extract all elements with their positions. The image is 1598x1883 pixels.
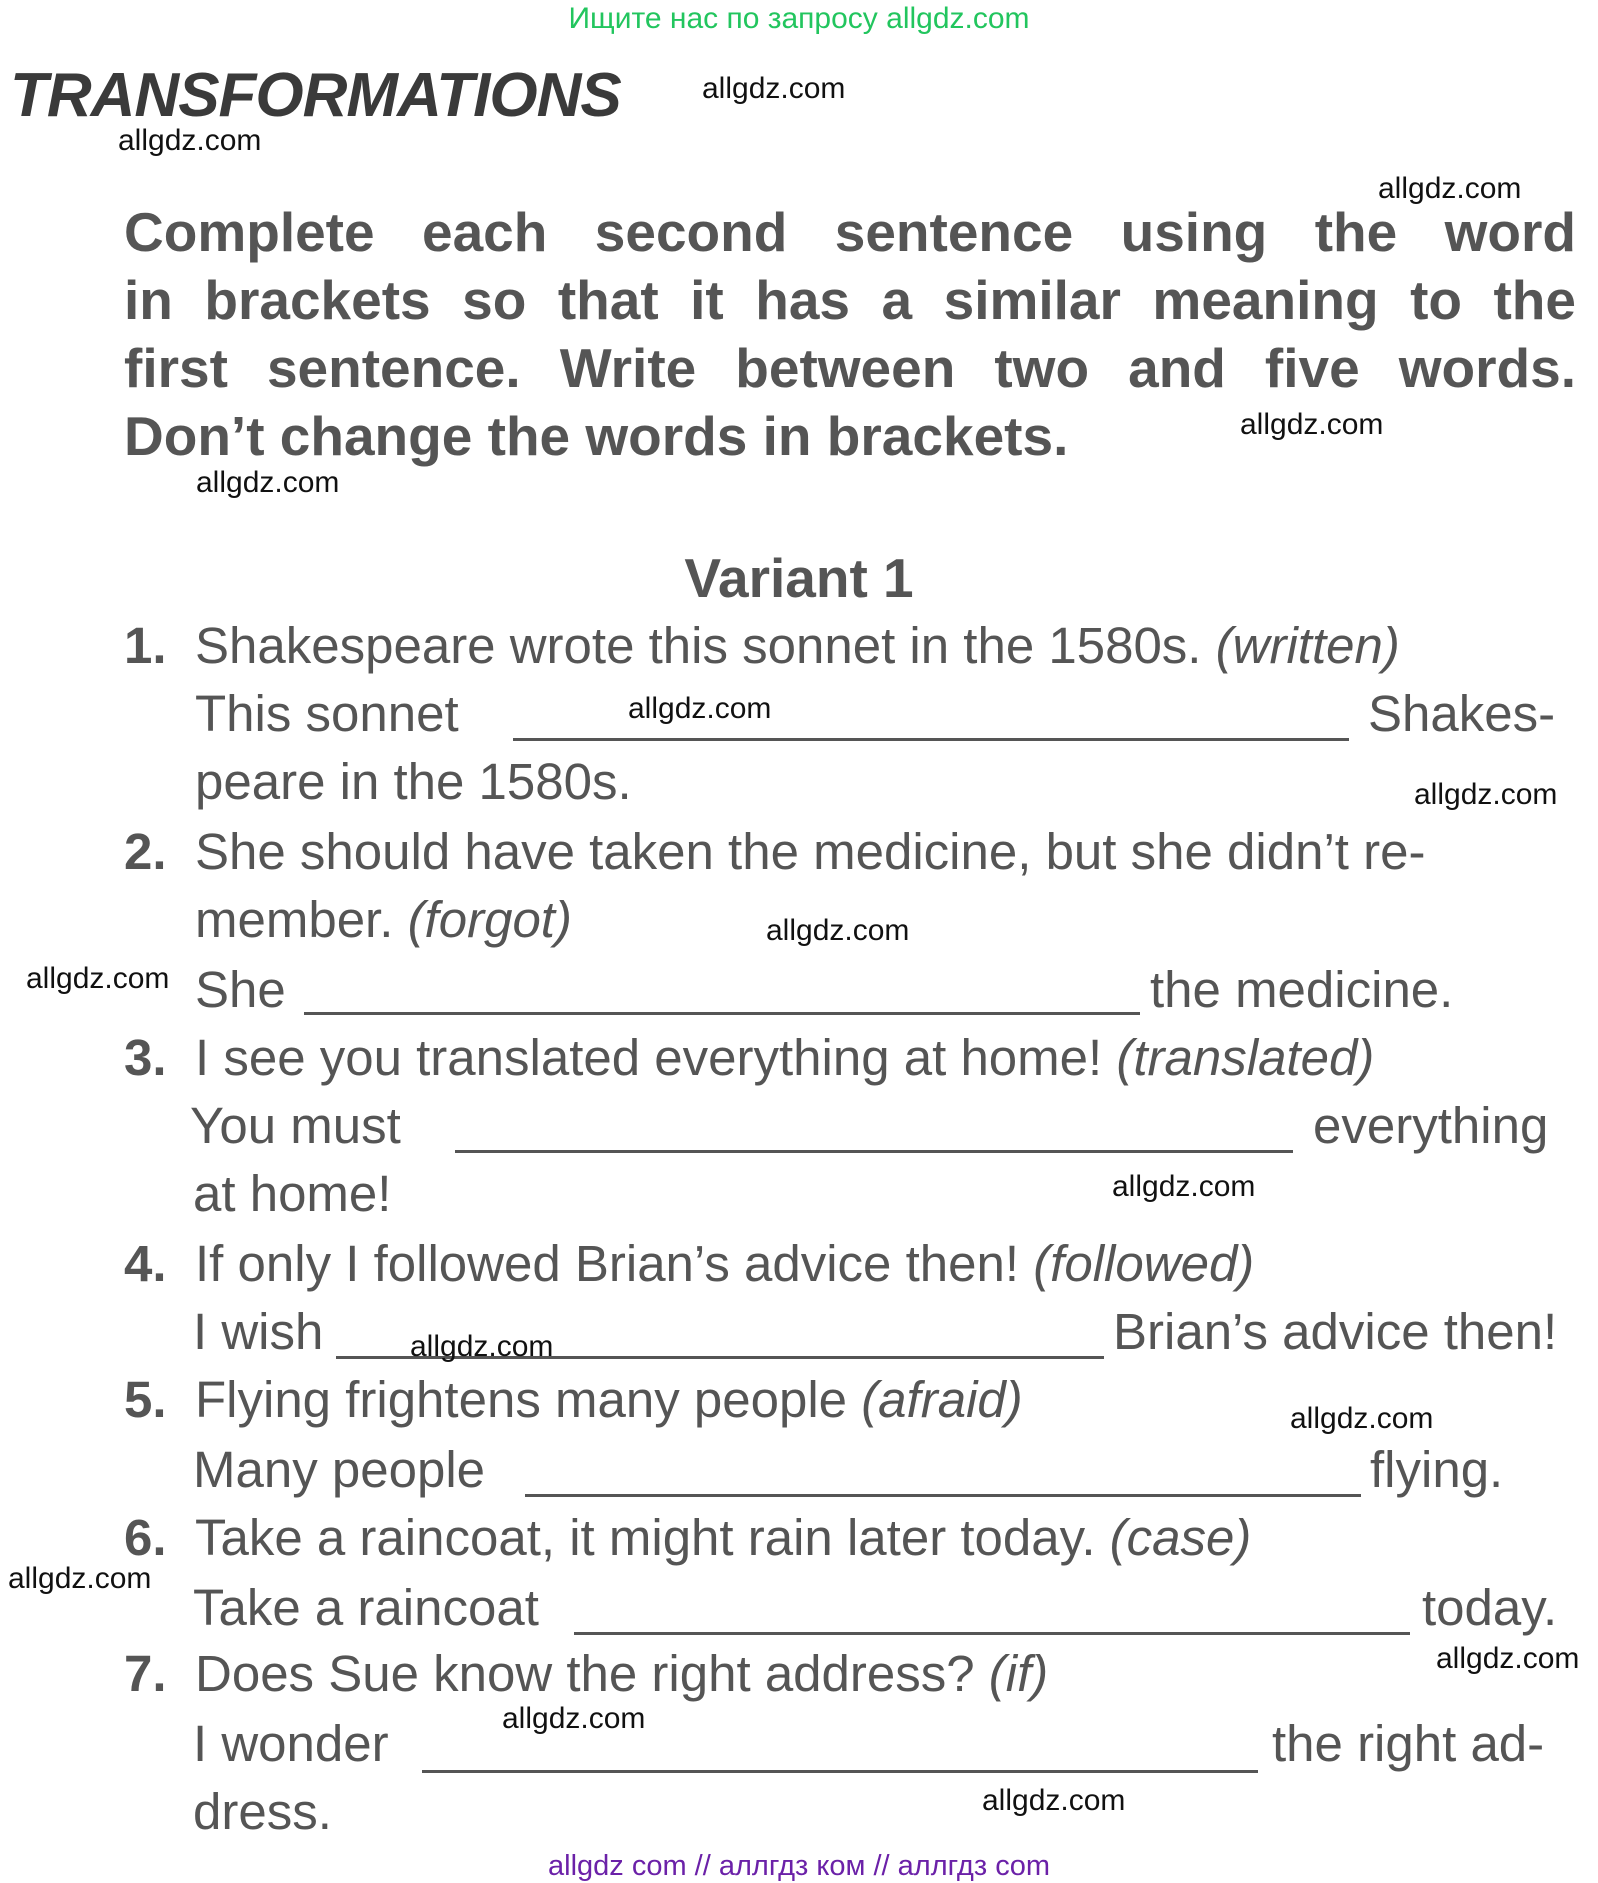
watermark-text: allgdz.com (502, 1702, 646, 1735)
item-prompt-start: She (195, 961, 286, 1018)
item-prompt-end: flying. (1370, 1441, 1504, 1498)
watermark-text: allgdz.com (1414, 778, 1558, 811)
item-continuation: at home! (193, 1165, 392, 1222)
watermark-text: allgdz.com (1112, 1170, 1256, 1203)
item-keyword: (followed) (1033, 1235, 1255, 1292)
item-prompt-start: I wonder (193, 1715, 389, 1772)
item-keyword: (forgot) (407, 891, 572, 948)
answer-blank-2[interactable] (304, 1012, 1140, 1015)
instructions-line: in brackets so that it has a similar meaning to the (124, 269, 1576, 331)
item-prompt-end: the right ad- (1272, 1715, 1545, 1772)
item-prompt-end: everything (1313, 1097, 1549, 1154)
item-prompt-end: Brian’s advice then! (1113, 1303, 1558, 1360)
instructions-line: Complete each second sentence using the word (124, 201, 1576, 263)
watermark-text: allgdz.com (1378, 172, 1522, 205)
answer-blank-5[interactable] (525, 1494, 1361, 1497)
item-number: 1. (124, 617, 167, 674)
watermark-text: allgdz.com (766, 914, 910, 947)
answer-blank-7[interactable] (422, 1770, 1258, 1773)
item-prompt-end: Shakes- (1368, 685, 1556, 742)
watermark-text: allgdz.com (8, 1562, 152, 1595)
top-banner-link[interactable]: Ищите нас по запросу allgdz.com (568, 2, 1030, 35)
item-sentence: She should have taken the medicine, but she didn’t re- (195, 823, 1426, 880)
page-title: TRANSFORMATIONS (10, 61, 621, 130)
item-prompt-start: Take a raincoat (193, 1579, 539, 1636)
item-number: 6. (124, 1509, 167, 1566)
item-prompt-start: Many people (193, 1441, 486, 1498)
item-number: 7. (124, 1645, 167, 1702)
item-sentence: Take a raincoat, it might rain later today. (case) (195, 1509, 1252, 1566)
answer-blank-1[interactable] (513, 738, 1349, 741)
variant-heading: Variant 1 (684, 547, 914, 609)
item-keyword: (if) (988, 1645, 1049, 1702)
watermark-text: allgdz.com (982, 1784, 1126, 1817)
item-continuation: dress. (193, 1783, 332, 1840)
instructions-line: first sentence. Write between two and five words. (124, 337, 1576, 399)
item-prompt-start: This sonnet (195, 685, 459, 742)
item-keyword: (written) (1215, 617, 1400, 674)
item-keyword: (translated) (1116, 1029, 1375, 1086)
footer-links[interactable]: allgdz com // аллгдз ком // аллгдз com (548, 1850, 1050, 1882)
answer-blank-6[interactable] (574, 1632, 1410, 1635)
item-sentence: Shakespeare wrote this sonnet in the 1580s. (written) (195, 617, 1400, 674)
item-sentence: Does Sue know the right address? (if) (195, 1645, 1049, 1702)
watermark-text: allgdz.com (1240, 408, 1384, 441)
watermark-text: allgdz.com (702, 72, 846, 105)
item-number: 2. (124, 823, 167, 880)
item-sentence-continuation: member. (forgot) (195, 891, 572, 948)
watermark-text: allgdz.com (196, 466, 340, 499)
watermark-text: allgdz.com (410, 1330, 554, 1363)
item-number: 4. (124, 1235, 167, 1292)
watermark-text: allgdz.com (26, 962, 170, 995)
item-sentence: If only I followed Brian’s advice then! (followed) (195, 1235, 1255, 1292)
item-prompt-end: today. (1422, 1579, 1558, 1636)
watermark-text: allgdz.com (628, 692, 772, 725)
watermark-text: allgdz.com (1290, 1402, 1434, 1435)
item-number: 3. (124, 1029, 167, 1086)
item-prompt-end: the medicine. (1150, 961, 1454, 1018)
item-prompt-start: I wish (193, 1303, 324, 1360)
item-sentence: Flying frightens many people (afraid) (195, 1371, 1023, 1428)
item-continuation: peare in the 1580s. (195, 753, 632, 810)
instructions-line: Don’t change the words in brackets. (124, 405, 1069, 467)
item-keyword: (afraid) (861, 1371, 1023, 1428)
item-prompt-start: You must (190, 1097, 401, 1154)
item-keyword: (case) (1109, 1509, 1252, 1566)
watermark-text: allgdz.com (1436, 1642, 1580, 1675)
item-number: 5. (124, 1371, 167, 1428)
watermark-text: allgdz.com (118, 124, 262, 157)
item-sentence: I see you translated everything at home! (translated) (195, 1029, 1375, 1086)
answer-blank-3[interactable] (455, 1150, 1293, 1153)
